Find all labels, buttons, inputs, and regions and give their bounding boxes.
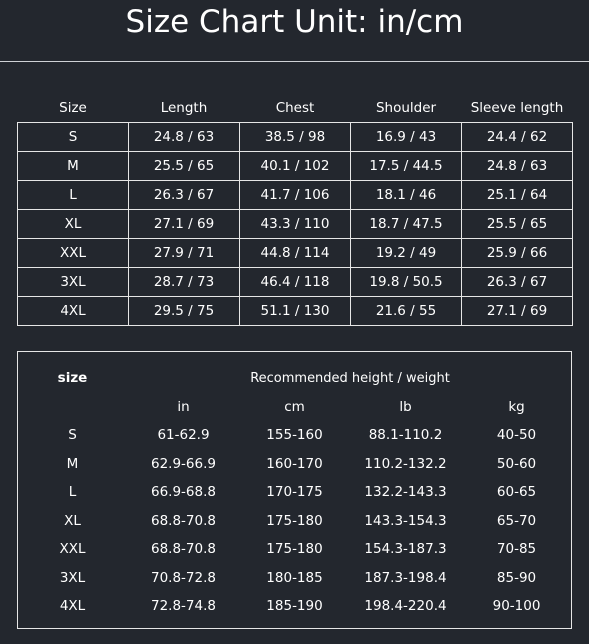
weight-lb-cell: 110.2-132.2 [364,455,447,472]
table-row [18,181,573,210]
length-cell: 24.8 / 63 [129,123,240,152]
units-row [17,393,572,422]
unit-lb: lb [399,398,412,415]
size-cell: L [18,181,129,210]
shoulder-cell: 18.1 / 46 [351,181,462,210]
length-cell: 28.7 / 73 [129,268,240,297]
size-cell: M [66,455,79,472]
chest-cell: 41.7 / 106 [240,181,351,210]
table-row [17,507,572,536]
height-in-cell: 68.8-70.8 [151,512,216,529]
height-cm-cell: 175-180 [266,512,323,529]
size-cell: L [68,484,77,501]
table-row [17,421,572,450]
weight-kg-cell: 50-60 [496,455,537,472]
sleeve-cell: 25.1 / 64 [462,181,573,210]
height-in-cell: 72.8-74.8 [151,598,216,615]
title-divider [0,61,589,62]
height-in-cell: 61-62.9 [157,427,210,444]
size-cell: S [68,427,77,444]
weight-lb-cell: 187.3-198.4 [364,569,447,586]
length-cell: 25.5 / 65 [129,152,240,181]
shoulder-cell: 21.6 / 55 [351,297,462,326]
weight-kg-cell: 90-100 [492,598,541,615]
shoulder-cell: 19.8 / 50.5 [351,268,462,297]
table-row [18,297,573,326]
size-cell: S [18,123,129,152]
unit-kg: kg [508,398,525,415]
recommendation-heading-row [17,364,572,393]
table-row [17,592,572,621]
chest-cell: 51.1 / 130 [240,297,351,326]
weight-kg-cell: 65-70 [496,512,537,529]
shoulder-cell: 16.9 / 43 [351,123,462,152]
sleeve-cell: 24.4 / 62 [462,123,573,152]
table-row [17,478,572,507]
shoulder-cell: 18.7 / 47.5 [351,210,462,239]
shoulder-cell: 19.2 / 49 [351,239,462,268]
length-cell: 26.3 / 67 [129,181,240,210]
size-label: size [57,370,88,387]
recommendation-heading: Recommended height / weight [250,370,450,386]
size-cell: 4XL [59,598,86,615]
weight-kg-cell: 40-50 [496,427,537,444]
header-size: Size [59,99,87,116]
unit-cm: cm [284,398,305,415]
table-row [18,268,573,297]
weight-lb-cell: 132.2-143.3 [364,484,447,501]
height-cm-cell: 155-160 [266,427,323,444]
weight-lb-cell: 143.3-154.3 [364,512,447,529]
garment-size-table [17,93,573,326]
chest-cell: 40.1 / 102 [240,152,351,181]
sleeve-cell: 27.1 / 69 [462,297,573,326]
sleeve-cell: 24.8 / 63 [462,152,573,181]
table-row [18,210,573,239]
table-row [17,564,572,593]
table-row [17,535,572,564]
unit-in: in [177,398,190,415]
height-in-cell: 62.9-66.9 [151,455,216,472]
recommendation-table [17,364,572,621]
unit-empty [17,393,128,422]
table-row [18,239,573,268]
length-cell: 29.5 / 75 [129,297,240,326]
page-title: Size Chart Unit: in/cm [125,4,464,40]
size-cell: 3XL [18,268,129,297]
length-cell: 27.9 / 71 [129,239,240,268]
sleeve-cell: 25.5 / 65 [462,210,573,239]
sleeve-cell: 25.9 / 66 [462,239,573,268]
size-cell: 3XL [59,569,86,586]
table-row [18,152,573,181]
table-row [17,450,572,479]
size-cell: XL [64,512,81,529]
weight-kg-cell: 85-90 [496,569,537,586]
table-row [18,123,573,152]
header-length: Length [160,99,208,116]
length-cell: 27.1 / 69 [129,210,240,239]
height-cm-cell: 170-175 [266,484,323,501]
size-cell: XXL [59,541,86,558]
weight-lb-cell: 88.1-110.2 [368,427,443,444]
chest-cell: 38.5 / 98 [240,123,351,152]
header-sleeve-length: Sleeve length [470,99,564,116]
table-header-row [18,93,573,123]
height-cm-cell: 185-190 [266,598,323,615]
chest-cell: 46.4 / 118 [240,268,351,297]
header-chest: Chest [275,99,315,116]
height-cm-cell: 160-170 [266,455,323,472]
height-in-cell: 66.9-68.8 [151,484,216,501]
weight-lb-cell: 198.4-220.4 [364,598,447,615]
size-cell: M [18,152,129,181]
height-in-cell: 70.8-72.8 [151,569,216,586]
weight-kg-cell: 60-65 [496,484,537,501]
sleeve-cell: 26.3 / 67 [462,268,573,297]
chest-cell: 44.8 / 114 [240,239,351,268]
size-cell: XL [18,210,129,239]
size-cell: 4XL [18,297,129,326]
header-shoulder: Shoulder [375,99,437,116]
height-cm-cell: 180-185 [266,569,323,586]
height-cm-cell: 175-180 [266,541,323,558]
weight-lb-cell: 154.3-187.3 [364,541,447,558]
chest-cell: 43.3 / 110 [240,210,351,239]
height-in-cell: 68.8-70.8 [151,541,216,558]
weight-kg-cell: 70-85 [496,541,537,558]
shoulder-cell: 17.5 / 44.5 [351,152,462,181]
size-cell: XXL [18,239,129,268]
